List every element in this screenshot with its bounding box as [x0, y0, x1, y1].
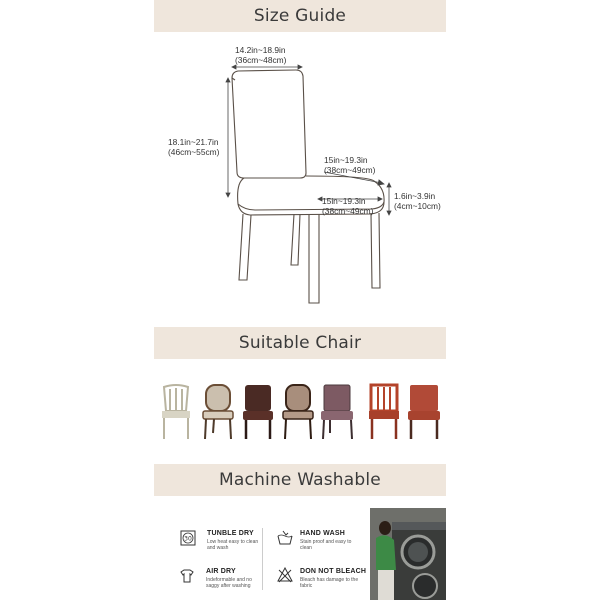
back-height-label [168, 137, 219, 157]
size-guide-banner: Size Guide [154, 0, 446, 32]
care-title: HAND WASH [300, 530, 345, 537]
care-desc: Stain proof and easy to clean [300, 539, 352, 551]
washing-machine-photo [370, 508, 446, 600]
care-hand-wash [300, 530, 360, 551]
chair-photo-5 [318, 383, 358, 441]
seat-thickness-label [394, 191, 441, 211]
back-width-label [235, 45, 286, 65]
no-bleach-icon [277, 567, 293, 583]
machine-washable-banner: Machine Washable [154, 464, 446, 496]
care-desc: Bleach has damage to the fabric [300, 577, 359, 589]
tumble-dry-icon [180, 530, 196, 546]
care-desc: Low heat easy to clean and wash [207, 539, 259, 551]
back-height-cm: (46cm~55cm) [168, 147, 220, 157]
seat-width-label [322, 196, 373, 216]
seat-thickness-cm: (4cm~10cm) [394, 201, 441, 211]
care-tumble-dry [207, 530, 267, 551]
seat-width-cm: (38cm~49cm) [322, 206, 374, 216]
care-air-dry [206, 568, 266, 589]
chair-photo-3 [240, 383, 276, 441]
hand-wash-icon [277, 530, 293, 546]
air-dry-icon [179, 568, 195, 584]
back-width-cm: (36cm~48cm) [235, 55, 287, 65]
care-title: DON NOT BLEACH [300, 568, 367, 575]
seat-depth-in: 15in~19.3in [324, 155, 368, 165]
tumble-dry-number: 30 [184, 535, 192, 543]
seat-thickness-in: 1.6in~3.9in [394, 191, 436, 201]
chair-photo-7 [405, 383, 443, 441]
back-width-in: 14.2in~18.9in [235, 45, 286, 55]
chair-photo-6 [366, 383, 402, 441]
seat-width-in: 15in~19.3in [322, 196, 366, 206]
chair-photo-4 [280, 383, 316, 441]
seat-depth-cm: (38cm~49cm) [324, 165, 376, 175]
suitable-chair-banner: Suitable Chair [154, 327, 446, 359]
seat-depth-label [324, 155, 375, 175]
care-title: TUNBLE DRY [207, 530, 254, 537]
care-title: AIR DRY [206, 568, 236, 575]
care-desc: Indeformable and no saggy after washing [206, 577, 252, 589]
chair-photo-2 [200, 383, 236, 441]
care-no-bleach [300, 568, 366, 589]
chair-photo-1 [158, 383, 194, 441]
back-height-in: 18.1in~21.7in [168, 137, 219, 147]
